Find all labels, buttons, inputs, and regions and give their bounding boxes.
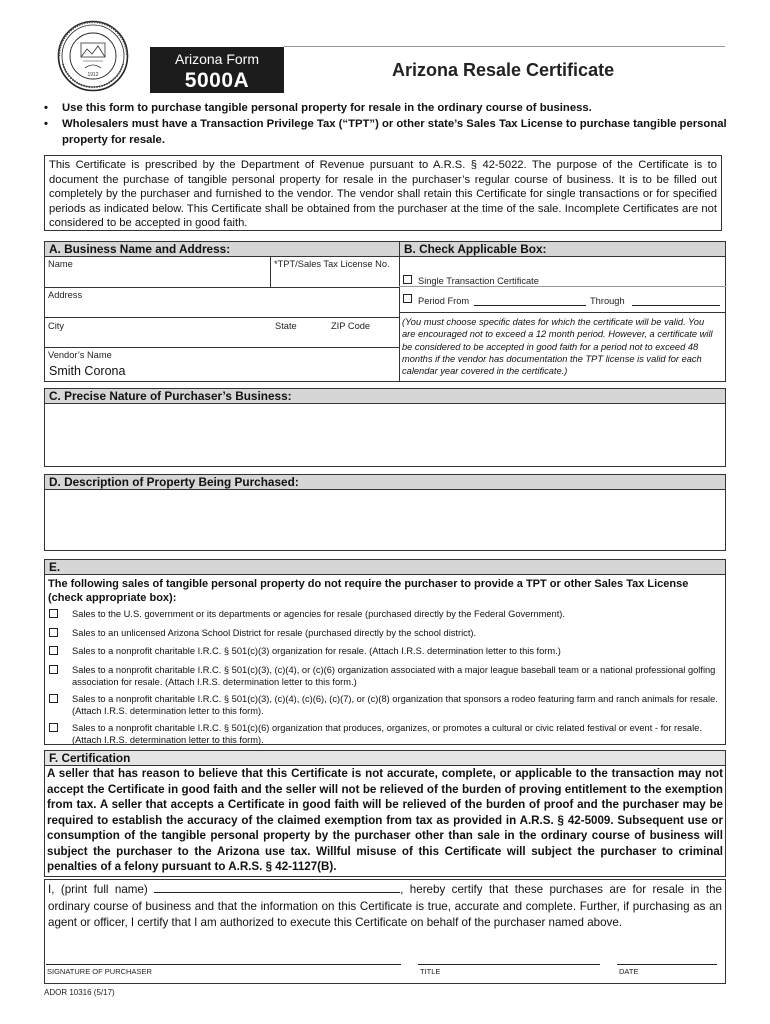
property-description-input[interactable] — [44, 489, 726, 551]
exemption-checkbox[interactable] — [49, 694, 58, 703]
certification-statement — [48, 882, 722, 932]
business-nature-input[interactable] — [44, 403, 726, 467]
title-label: TITLE — [420, 967, 441, 976]
single-transaction-label: Single Transaction Certificate — [418, 276, 539, 286]
exemption-text: Sales to a nonprofit charitable I.R.C. § 501(c)(3), (c)(4), (c)(6), (c)(7), or (c)(8) organization that sponsors a rodeo featuring farm and ranch animals for resale. (Attach I.R.S. determination letter to this form). — [72, 693, 718, 716]
section-c-heading: C. Precise Nature of Purchaser’s Business: — [44, 388, 726, 404]
exemption-item — [48, 608, 728, 621]
state-label: State — [275, 321, 297, 331]
name-input[interactable] — [46, 270, 268, 285]
page-title: Arizona Resale Certificate — [392, 60, 615, 80]
cert-prefix: I, (print full name) — [48, 883, 148, 896]
signature-line[interactable] — [46, 964, 401, 965]
city-label: City — [48, 321, 65, 331]
section-e-intro: The following sales of tangible personal property do not require the purchaser to provide a TPT or other Sales Tax License (check appropriate box): — [48, 578, 689, 604]
form-number-box — [150, 47, 284, 93]
period-checkbox[interactable] — [403, 294, 412, 303]
form-label: Arizona Form — [174, 51, 260, 67]
signature-label: SIGNATURE OF PURCHASER — [47, 967, 152, 976]
address-label: Address — [48, 290, 83, 300]
through-input[interactable] — [632, 305, 720, 306]
license-input[interactable] — [274, 270, 398, 285]
exemption-text: Sales to a nonprofit charitable I.R.C. § 501(c)(6) organization that produces, organizes, or promotes a cultural or civic related festival or event - for resale. (Attach I.R.S. determination letter to this form). — [72, 722, 702, 745]
arizona-state-seal — [57, 20, 129, 92]
period-note: (You must choose specific dates for which the certificate will be valid. You are encouraged not to exceed a 12 month period. However, a certificate will be considered to be accepted in good faith for a period not to exceed 48 months if the vendor has documentation the TPT license is valid for each calendar year covered in the certificate.) — [402, 317, 713, 377]
title-line[interactable] — [418, 964, 600, 965]
certification-warning: A seller that has reason to believe that this Certificate is not accurate, complete, or applicable to the transaction may not accept the Certificate in good faith and the seller will not be relieved of the burden of proving entitlement to the exemption from tax. A seller that accepts a Certificate in good faith will be relieved of the burden of proof and the purchaser may be required to establish the accuracy of the claimed exemption from tax as provided in A.R.S. § 42-5009. Subsequent use or consumption of the tangible personal property by the purchaser other than sale in the ordinary course of business will subject the purchaser to the Arizona use tax. Willful misuse of this Certificate will subject the purchaser to criminal penalties of a felony pursuant to A.R.S. § 42-1127(B). — [47, 767, 723, 873]
city-state-zip-input[interactable] — [46, 332, 398, 345]
section-e-heading: E. — [44, 559, 726, 575]
exemption-item — [48, 664, 728, 689]
print-name-input[interactable] — [154, 892, 400, 893]
period-from-label: Period From — [418, 296, 470, 306]
section-d-heading: D. Description of Property Being Purchased: — [44, 474, 726, 490]
exemption-checkbox[interactable] — [49, 646, 58, 655]
bullet-item: • Use this form to purchase tangible personal property for resale in the ordinary course of business. — [44, 100, 734, 116]
name-label: Name — [48, 259, 73, 269]
exemption-text: Sales to an unlicensed Arizona School District for resale (purchased directly by the school district). — [72, 627, 477, 638]
period-from-input[interactable] — [474, 305, 586, 306]
cert-text: , hereby certify that these purchases are for resale in the ordinary course of business and that the information on this Certificate is true, accurate and complete. Further, if purchasing as an agent or officer, I certify that I am authorized to execute this Certificate on behalf of the purchaser named above. — [48, 883, 722, 929]
date-label: DATE — [619, 967, 639, 976]
instruction-bullets — [44, 100, 734, 148]
through-label: Through — [590, 296, 625, 306]
form-id: ADOR 10316 (5/17) — [44, 988, 115, 997]
vendor-name-input[interactable]: Smith Corona — [49, 364, 126, 378]
exemption-checkbox[interactable] — [49, 628, 58, 637]
license-label: *TPT/Sales Tax License No. — [274, 259, 390, 269]
exemption-item — [48, 645, 728, 658]
header-rule — [284, 46, 725, 47]
section-f-heading: F. Certification — [44, 750, 726, 766]
exemption-checkbox[interactable] — [49, 665, 58, 674]
section-b-heading: B. Check Applicable Box: — [399, 241, 726, 257]
seal-year: 1912 — [87, 72, 99, 78]
exemption-text: Sales to a nonprofit charitable I.R.C. § 501(c)(3) organization for resale. (Attach I.R.S. determination letter to this form.) — [72, 646, 561, 656]
bullet-item: • Wholesalers must have a Transaction Privilege Tax (“TPT”) or other state’s Sales Tax License to purchase tangible personal property for resale. — [44, 116, 734, 148]
exemption-text: Sales to a nonprofit charitable I.R.C. § 501(c)(3), (c)(4), or (c)(6) organization associated with a major league baseball team or a national professional golfing association for resale. (Attach I.R.S. determination letter to this form.) — [72, 664, 716, 687]
exemption-item — [48, 722, 728, 747]
exemption-item — [48, 627, 728, 640]
exemption-text: Sales to the U.S. government or its departments or agencies for resale (purchased directly by the Federal Government). — [72, 609, 565, 619]
vendor-label: Vendor’s Name — [48, 350, 112, 360]
single-transaction-checkbox[interactable] — [403, 275, 412, 284]
address-input[interactable] — [46, 300, 398, 315]
section-a-heading: A. Business Name and Address: — [44, 241, 400, 257]
exemption-checkbox[interactable] — [49, 723, 58, 732]
form-number: 5000A — [184, 69, 250, 92]
exemption-list — [48, 608, 728, 751]
intro-paragraph: This Certificate is prescribed by the Department of Revenue pursuant to A.R.S. § 42-5022. The purpose of the Certificate is to document the purchase of tangible personal property for resale in the purchaser’s regular course of business. It is to be filled out completely by the purchaser and furnished to the vendor. The vendor shall retain this Certificate for single transactions or for specified periods as indicated below. This Certificate shall be obtained from the purchaser at the time of the sale. Incomplete Certificates are not considered to be accepted in good faith. — [44, 155, 722, 231]
exemption-checkbox[interactable] — [49, 609, 58, 618]
exemption-item — [48, 693, 728, 718]
zip-label: ZIP Code — [331, 321, 371, 331]
date-line[interactable] — [617, 964, 717, 965]
